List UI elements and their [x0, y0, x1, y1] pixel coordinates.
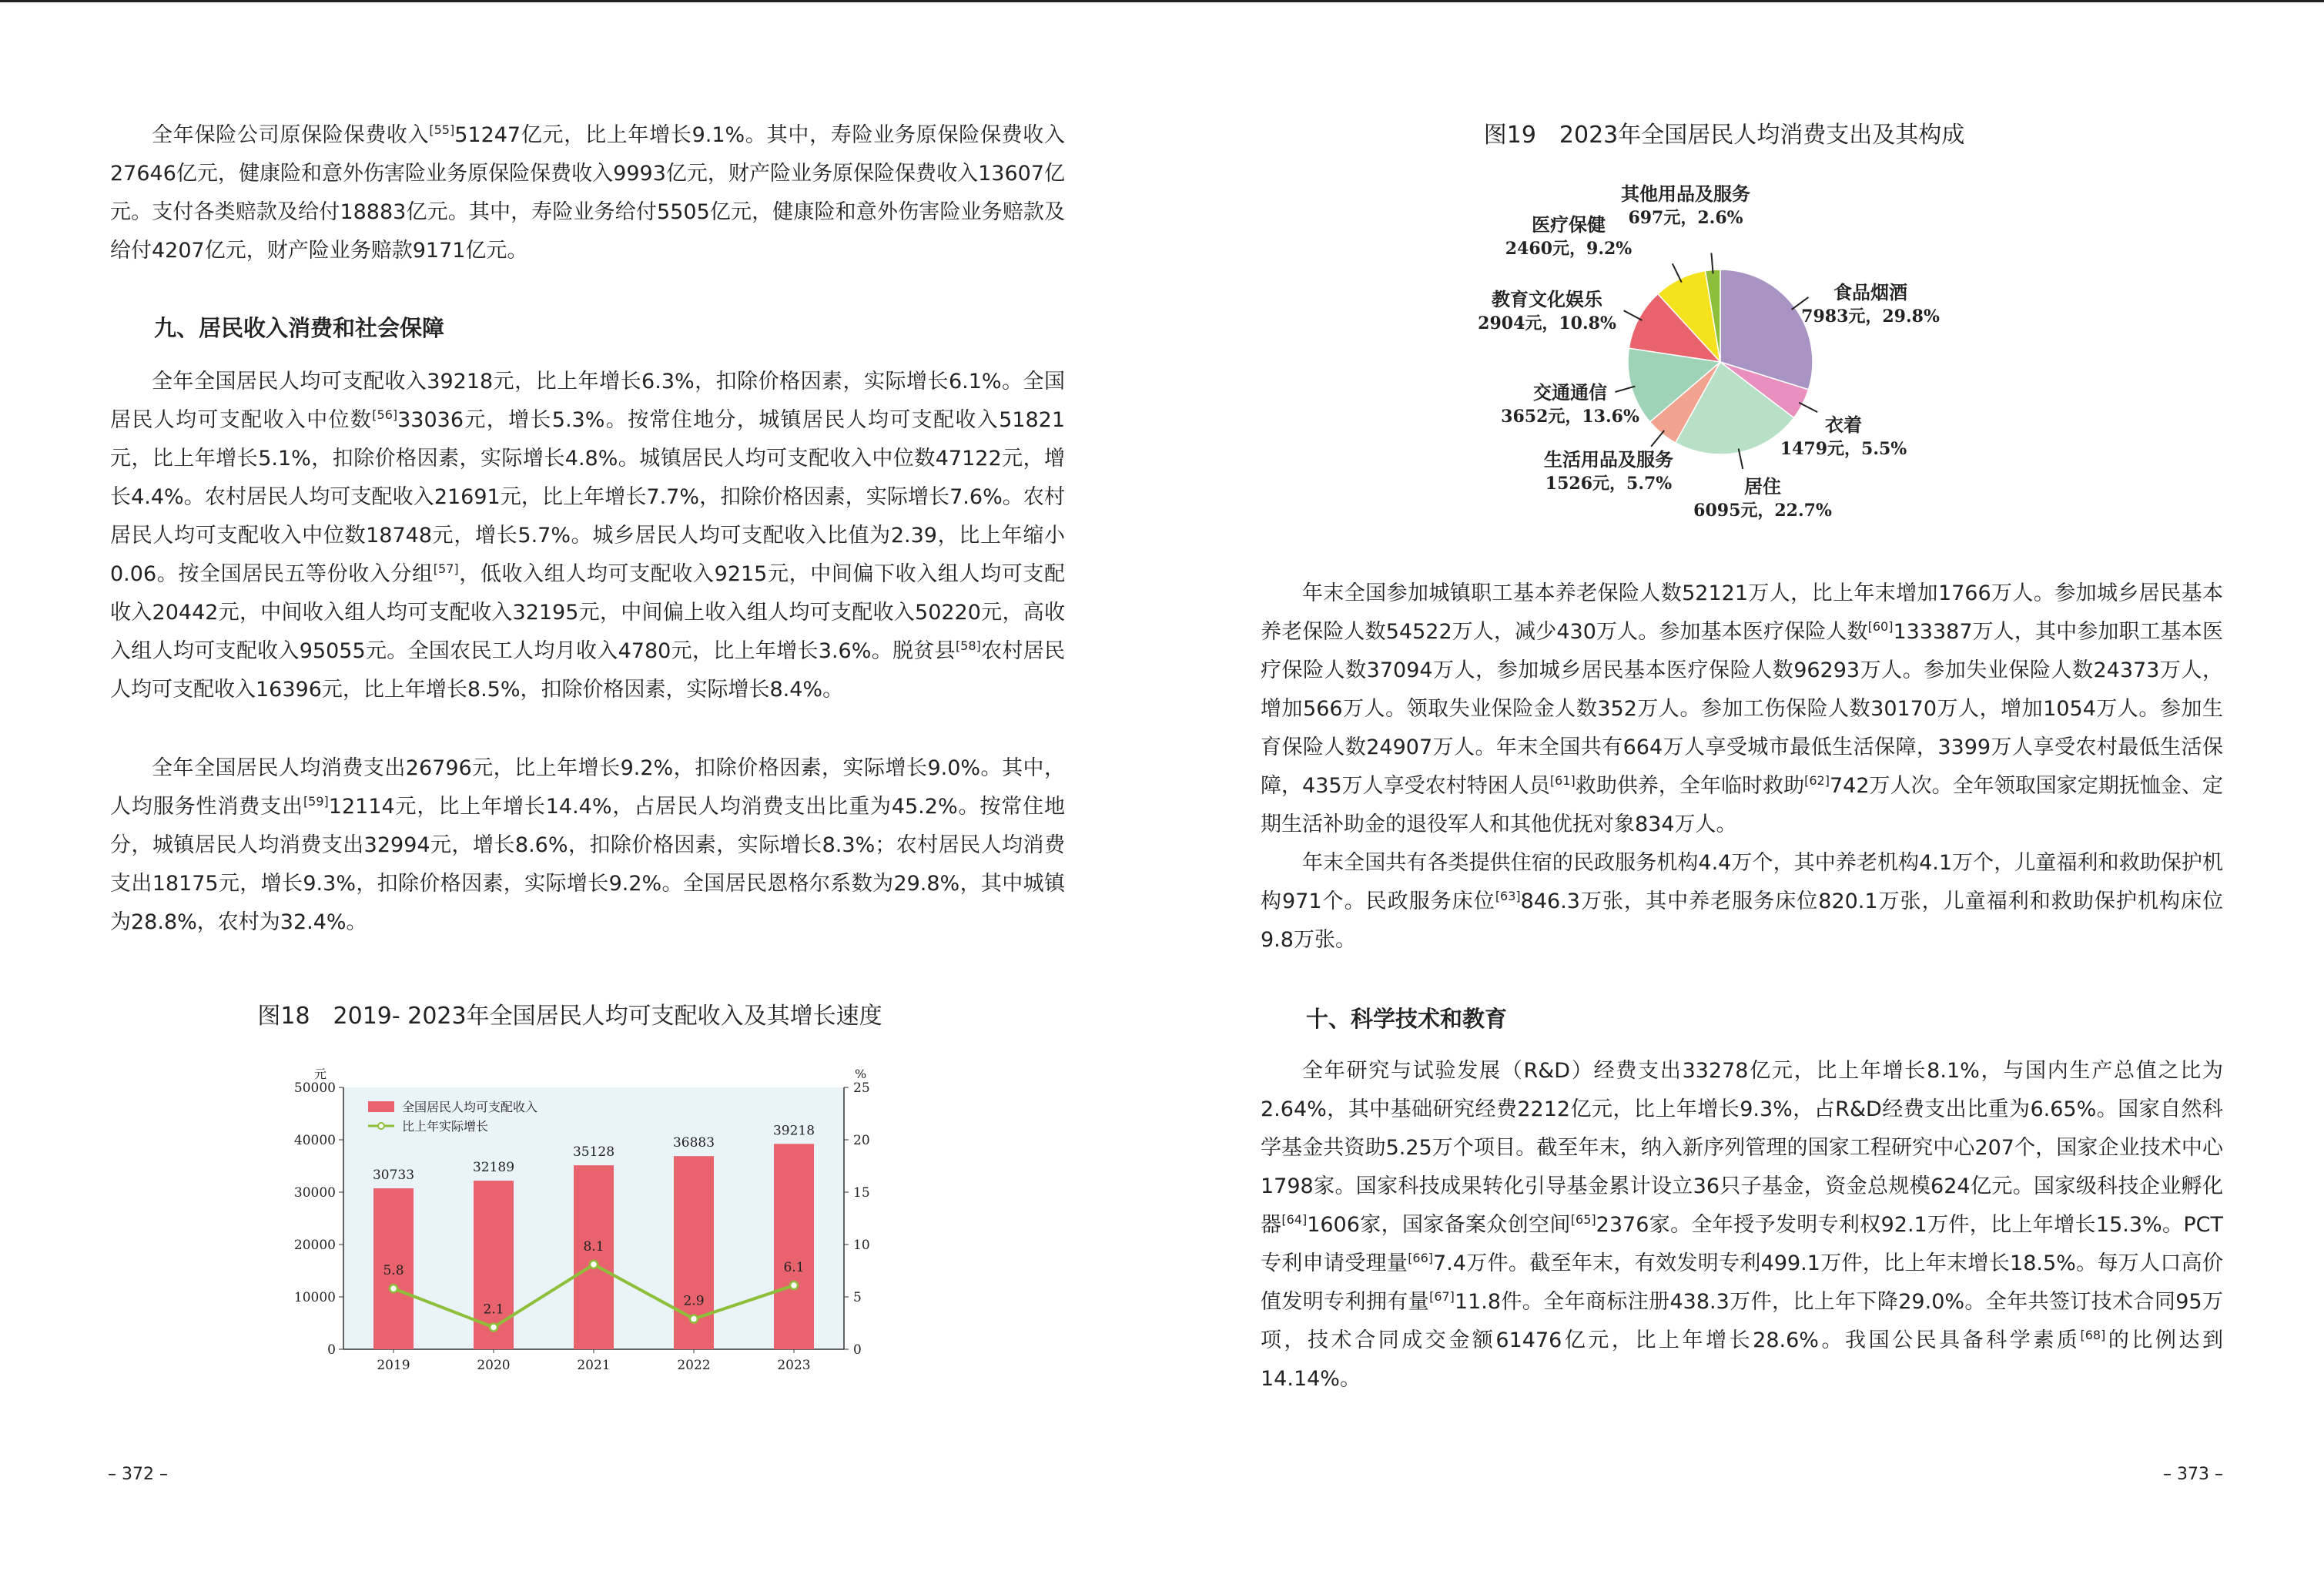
- figure-18-title: 图18 2019- 2023年全国居民人均可支配收入及其增长速度: [257, 1003, 882, 1030]
- pie-slice-value: 2904元，10.8%: [1478, 313, 1616, 333]
- paragraph-income: [110, 363, 1065, 709]
- text-run: 133387万人，其中参加职工基本医疗保险人数37094万人，参加城乡居民基本医疗保险人数96293万人。参加失业保险人数24373万人，增加566万人。领取失业保险金人数352万人。参加工伤保险人数30170万人，增加1054万人。参加生育保险人数24907万人。年末全国共有664万人享受城市最低生活保障，3399万人享受农村最低生活保障，435万人享受农村特困人员: [1261, 620, 2223, 798]
- y2-tick-label: 20: [853, 1133, 870, 1148]
- paragraph-civil-affairs: [1261, 844, 2223, 960]
- paragraph-consumption: [110, 749, 1065, 942]
- legend-label-bar: 全国居民人均可支配收入: [402, 1100, 538, 1114]
- x-tick-label: 2020: [477, 1358, 511, 1373]
- text-run: 12114元，比上年增长14.4%，占居民人均消费支出比重为45.2%。按常住地分，城镇居民人均消费支出32994元，增长8.6%，扣除价格因素，实际增长8.3%；农村居民人均消费支出18175元，增长9.3%，扣除价格因素，实际增长9.2%。全国居民恩格尔系数为29.8%，其中城镇为28.8%，农村为32.4%。: [110, 795, 1066, 934]
- y-tick-label: 0: [327, 1342, 336, 1358]
- y-tick-label: 50000: [293, 1080, 336, 1096]
- text-run: 全年全国居民人均消费支出26796元，比上年增长9.2%，扣除价格因素，实际增长9.0%。其中，人均服务性消费支出: [110, 756, 1065, 819]
- section-heading-science: 十、科学技术和教育: [1306, 1006, 1508, 1032]
- footnote-ref: [61]: [1549, 773, 1576, 788]
- text-run: 2376家。全年授予发明专利权92.1万件，比上年增长15.3%。PCT专利申请受理量: [1261, 1213, 2224, 1275]
- line-point: [790, 1281, 798, 1289]
- bar-value-label: 35128: [572, 1144, 615, 1161]
- text-run: 救助供养，全年临时救助: [1575, 774, 1805, 798]
- legend-swatch-bar: [368, 1101, 394, 1112]
- footnote-ref: [64]: [1281, 1212, 1308, 1227]
- text-run: 全年保险公司原保险保费收入: [152, 123, 430, 147]
- paragraph-science: [1261, 1052, 2223, 1399]
- line-point: [490, 1323, 497, 1331]
- footnote-ref: [56]: [372, 407, 398, 422]
- x-tick-label: 2022: [677, 1358, 711, 1373]
- footnote-ref: [55]: [429, 122, 455, 137]
- x-tick-label: 2021: [577, 1358, 611, 1373]
- pie-slice-name: 衣着: [1825, 414, 1862, 436]
- y2-tick-label: 25: [853, 1080, 870, 1096]
- bar-value-label: 30733: [372, 1168, 415, 1184]
- text-run: 农村居民人均可支配收入16396元，比上年增长8.5%，扣除价格因素，实际增长8.4%。: [110, 639, 1066, 702]
- y-tick-label: 40000: [293, 1133, 336, 1148]
- line-value-label: 2.1: [483, 1302, 504, 1318]
- pie-slice-value: 697元，2.6%: [1628, 208, 1743, 228]
- pie-slice-value: 7983元，29.8%: [1801, 307, 1940, 327]
- legend-label-line: 比上年实际增长: [402, 1119, 489, 1134]
- pie-slice-value: 1526元，5.7%: [1545, 474, 1673, 494]
- y-axis-unit: 元: [313, 1067, 326, 1081]
- footnote-ref: [57]: [433, 561, 459, 576]
- paragraph-insurance: [110, 116, 1065, 270]
- text-run: 51247亿元，比上年增长9.1%。其中，寿险业务原保险保费收入27646亿元，健康险和意外伤害险业务原保险保费收入9993亿元，财产险业务原保险保费收入13607亿元。支付各类赔款及给付18883亿元。其中，寿险业务给付5505亿元，健康险和意外伤害险业务赔款及给付4207亿元，财产险业务赔款9171亿元。: [110, 123, 1066, 263]
- pie-leader-line: [1624, 310, 1643, 320]
- page-number-left: – 372 –: [108, 1465, 168, 1484]
- paragraph-social-security: [1261, 575, 2223, 844]
- footnote-ref: [59]: [303, 794, 329, 809]
- text-run: 11.8件。全年商标注册438.3万件，比上年下降29.0%。全年共签订技术合同95万项，技术合同成交金额61476亿元，比上年增长28.6%。我国公民具备科学素质: [1261, 1290, 2223, 1352]
- page-number-right: – 373 –: [2163, 1465, 2223, 1484]
- pie-slice-name: 医疗保健: [1532, 213, 1606, 236]
- line-point: [390, 1285, 397, 1292]
- y2-tick-label: 10: [853, 1238, 870, 1253]
- right-page: [1162, 0, 2324, 1588]
- footnote-ref: [60]: [1867, 619, 1894, 634]
- bar-value-label: 32189: [472, 1160, 515, 1176]
- income-bar-line-chart: [282, 1057, 870, 1380]
- pie-slice-name: 居住: [1744, 475, 1781, 498]
- text-run: 年末全国共有各类提供住宿的民政服务机构4.4万个，其中养老机构4.1万个，儿童福利和救助保护机构971个。民政服务床位: [1261, 851, 2223, 913]
- text-run: 742万人次。全年领取国家定期抚恤金、定期生活补助金的退役军人和其他优抚对象834万人。: [1261, 774, 2223, 836]
- text-run: 33036元，增长5.3%。按常住地分，城镇居民人均可支配收入51821元，比上年增长5.1%，扣除价格因素，实际增长4.8%。城镇居民人均可支配收入中位数47122元，增长4.4%。农村居民人均可支配收入21691元，比上年增长7.7%，扣除价格因素，实际增长7.6%。农村居民人均可支配收入中位数18748元，增长5.7%。城乡居民人均可支配收入比值为2.39，比上年缩小0.06。按全国居民五等份收入分组: [110, 408, 1065, 586]
- footnote-ref: [63]: [1495, 889, 1521, 903]
- pie-slice-name: 教育文化娱乐: [1492, 288, 1602, 310]
- footnote-ref: [65]: [1570, 1212, 1596, 1227]
- pie-leader-line: [1651, 431, 1664, 447]
- text-run: 全年研究与试验发展（R&D）经费支出33278亿元，比上年增长8.1%，与国内生产总值之比为2.64%，其中基础研究经费2212亿元，比上年增长9.3%，占R&D经费支出比重为6.65%。国家自然科学基金共资助5.25万个项目。截至年末，纳入新序列管理的国家工程研究中心207个，国家企业技术中心1798家。国家科技成果转化引导基金累计设立36只子基金，资金总规模624亿元。国家级科技企业孵化器: [1261, 1059, 2223, 1237]
- bar: [774, 1144, 814, 1349]
- y2-tick-label: 5: [853, 1290, 862, 1305]
- pie-leader-line: [1799, 403, 1817, 412]
- text-run: 全年全国居民人均可支配收入39218元，比上年增长6.3%，扣除价格因素，实际增长6.1%。全国居民人均可支配收入中位数: [110, 370, 1065, 432]
- text-run: 7.4万件。截至年末，有效发明专利499.1万件，比上年末增长18.5%。每万人口高价值发明专利拥有量: [1261, 1251, 2223, 1314]
- line-point: [690, 1315, 698, 1323]
- figure-19-title: 图19 2023年全国居民人均消费支出及其构成: [1483, 122, 1965, 149]
- footnote-ref: [68]: [2080, 1328, 2106, 1342]
- pie-slice-name: 食品烟酒: [1833, 281, 1907, 303]
- pie-slice-name: 其他用品及服务: [1621, 183, 1750, 205]
- pie-slice-name: 交通通信: [1533, 381, 1607, 404]
- section-heading-income: 九、居民收入消费和社会保障: [154, 315, 445, 341]
- line-value-label: 5.8: [383, 1263, 404, 1279]
- text-run: 846.3万张，其中养老服务床位820.1万张，儿童福利和救助保护机构床位9.8万张。: [1261, 889, 2223, 952]
- line-value-label: 2.9: [683, 1293, 705, 1309]
- bar-value-label: 39218: [772, 1123, 815, 1139]
- footnote-ref: [67]: [1429, 1289, 1455, 1304]
- pie-slice-value: 3652元，13.6%: [1501, 407, 1639, 427]
- bar: [574, 1165, 614, 1349]
- footnote-ref: [62]: [1804, 773, 1830, 788]
- pie-slice-value: 1479元，5.5%: [1780, 439, 1907, 459]
- text-run: 的比例达到14.14%。: [1261, 1328, 2224, 1391]
- legend-swatch-marker: [378, 1123, 384, 1129]
- y2-tick-label: 0: [853, 1342, 862, 1358]
- bar-value-label: 36883: [672, 1135, 715, 1151]
- text-run: 年末全国参加城镇职工基本养老保险人数52121万人，比上年末增加1766万人。参加城乡居民基本养老保险人数54522万人，减少430万人。参加基本医疗保险人数: [1261, 581, 2223, 644]
- pie-slice-value: 6095元，22.7%: [1693, 501, 1832, 521]
- y-tick-label: 20000: [293, 1238, 336, 1253]
- y-tick-label: 10000: [293, 1290, 336, 1305]
- text-run: ，低收入组人均可支配收入9215元，中间偏下收入组人均可支配收入20442元，中间收入组人均可支配收入32195元，中间偏上收入组人均可支配收入50220元，高收入组人均可支配收入95055元。全国农民工人均月收入4780元，比上年增长3.6%。脱贫县: [110, 562, 1065, 663]
- line-value-label: 6.1: [783, 1260, 805, 1276]
- pie-leader-line: [1673, 263, 1682, 282]
- y2-tick-label: 15: [853, 1185, 870, 1201]
- pie-slice-name: 生活用品及服务: [1544, 448, 1673, 471]
- text-run: 1606家，国家备案众创空间: [1307, 1213, 1571, 1237]
- y-tick-label: 30000: [293, 1185, 336, 1201]
- line-value-label: 8.1: [583, 1238, 604, 1255]
- consumption-pie-chart: [1455, 169, 1994, 547]
- footnote-ref: [66]: [1408, 1251, 1434, 1265]
- x-tick-label: 2019: [377, 1358, 410, 1373]
- line-point: [590, 1261, 598, 1268]
- y2-axis-unit: %: [855, 1067, 867, 1081]
- x-tick-label: 2023: [777, 1358, 811, 1373]
- pie-slice-value: 2460元，9.2%: [1505, 239, 1632, 259]
- footnote-ref: [58]: [955, 638, 981, 653]
